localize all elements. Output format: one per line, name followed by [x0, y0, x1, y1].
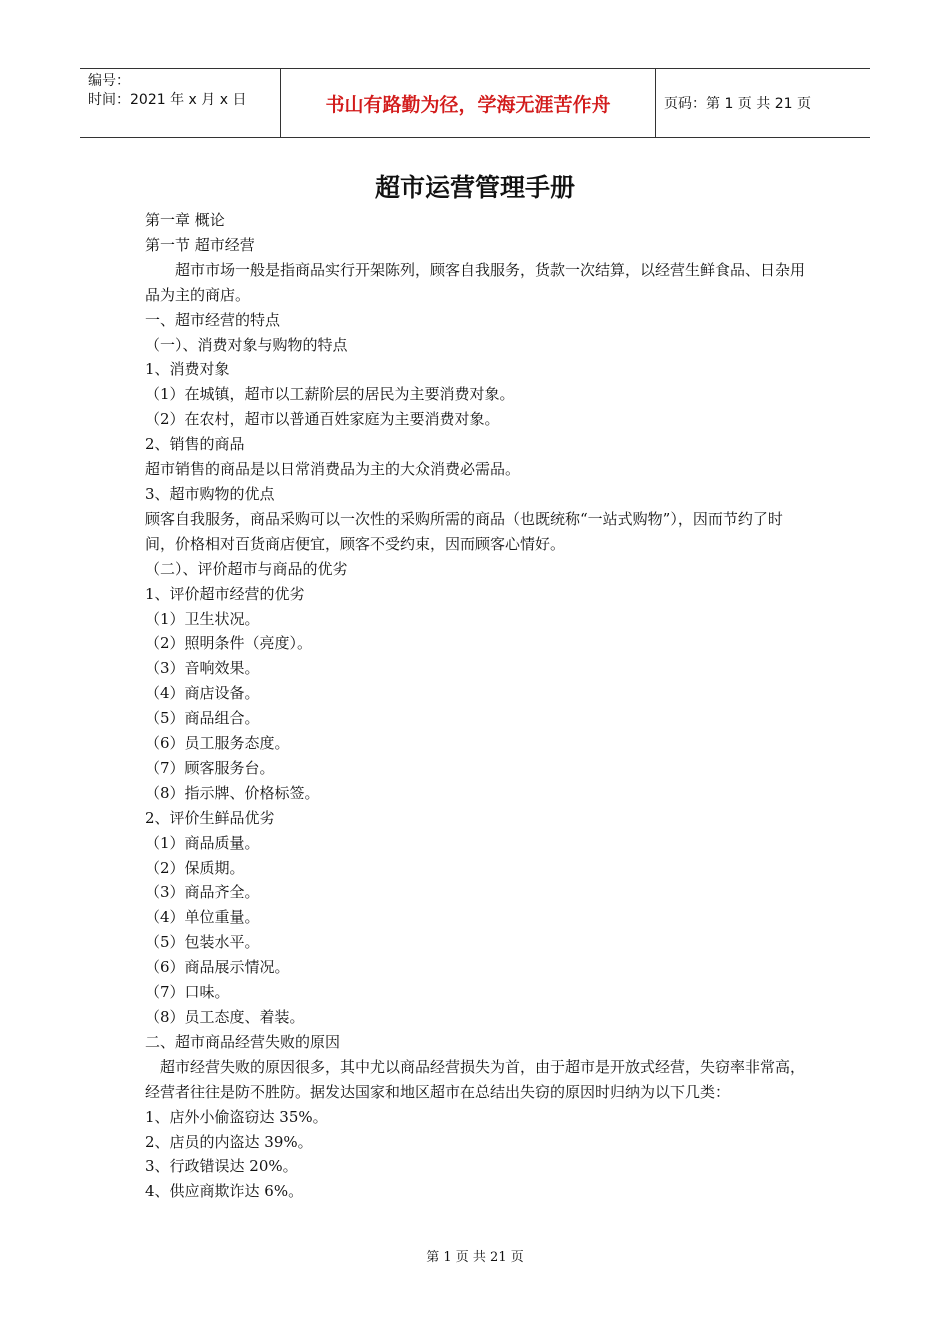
body-line: （3）商品齐全。	[145, 883, 260, 902]
body-line: （4）单位重量。	[145, 908, 260, 927]
body-line: （8）员工态度、着装。	[145, 1008, 305, 1026]
header-meta	[80, 69, 280, 137]
body-line: 3、超市购物的优点	[145, 484, 275, 503]
body-line: （2）在农村，超市以普通百姓家庭为主要消费对象。	[145, 410, 500, 429]
document-body	[145, 208, 810, 1204]
body-line: 1、评价超市经营的优劣	[145, 584, 305, 603]
body-line: （7）顾客服务台。	[145, 758, 275, 777]
body-line: （1）商品质量。	[145, 833, 260, 852]
document-title: 超市运营管理手册	[374, 173, 575, 202]
body-line: 2、销售的商品	[145, 435, 245, 454]
body-line: （8）指示牌、价格标签。	[145, 783, 320, 802]
page-header	[80, 68, 870, 138]
body-line: （5）商品组合。	[145, 709, 260, 728]
body-line: （5）包装水平。	[145, 933, 260, 952]
body-line: （7）口味。	[145, 983, 230, 1002]
body-line: （3）音响效果。	[145, 659, 260, 678]
header-motto: 书山有路勤为径，学海无涯苦作舟	[280, 69, 656, 137]
body-line: （1）在城镇，超市以工薪阶层的居民为主要消费对象。	[145, 385, 515, 404]
body-line: （2）照明条件（亮度）。	[145, 634, 313, 653]
body-line: （1）卫生状况。	[145, 609, 260, 628]
body-line: 顾客自我服务，商品采购可以一次性的采购所需的商品（也既统称“一站式购物”），因而节约了时间，价格相对百货商店便宜，顾客不受约束，因而顾客心情好。	[145, 509, 783, 553]
body-line: 2、评价生鲜品优劣	[145, 808, 275, 827]
body-line: 4、供应商欺诈达 6%。	[145, 1182, 304, 1201]
page-footer: 第 1 页 共 21 页	[426, 1250, 524, 1265]
body-line: 1、消费对象	[145, 360, 230, 379]
body-line: 第一章 概论	[145, 211, 225, 229]
body-line: 1、店外小偷盗窃达 35%。	[145, 1107, 328, 1126]
body-line: 超市销售的商品是以日常消费品为主的大众消费必需品。	[145, 460, 521, 479]
body-line: 超市经营失败的原因很多，其中尤以商品经营损失为首，由于超市是开放式经营，失窃率非常高，经营者往往是防不胜防。据发达国家和地区超市在总结出失窃的原因时归纳为以下几类：	[145, 1057, 806, 1101]
document-time: 时间：2021 年 x 月 x 日	[88, 92, 247, 108]
body-line: 超市市场一般是指商品实行开架陈列，顾客自我服务，货款一次结算，以经营生鲜食品、日杂用品为主的商店。	[145, 260, 806, 304]
body-line: （6）员工服务态度。	[145, 734, 290, 753]
body-line: 第一节 超市经营	[145, 235, 255, 254]
body-line: 3、行政错误达 20%。	[145, 1157, 298, 1176]
body-line: 一、超市经营的特点	[145, 310, 281, 329]
body-line: （2）保质期。	[145, 858, 245, 877]
body-line: （二）、评价超市与商品的优劣	[145, 559, 348, 578]
header-page-number: 页码：第 1 页 共 21 页	[664, 96, 811, 112]
body-line: （6）商品展示情况。	[145, 958, 290, 977]
body-line: （4）商店设备。	[145, 684, 260, 703]
document-number: 编号：	[88, 73, 130, 89]
body-line: 2、店员的内盗达 39%。	[145, 1132, 313, 1151]
body-line: （一）、消费对象与购物的特点	[145, 335, 348, 354]
body-line: 二、超市商品经营失败的原因	[145, 1032, 341, 1051]
